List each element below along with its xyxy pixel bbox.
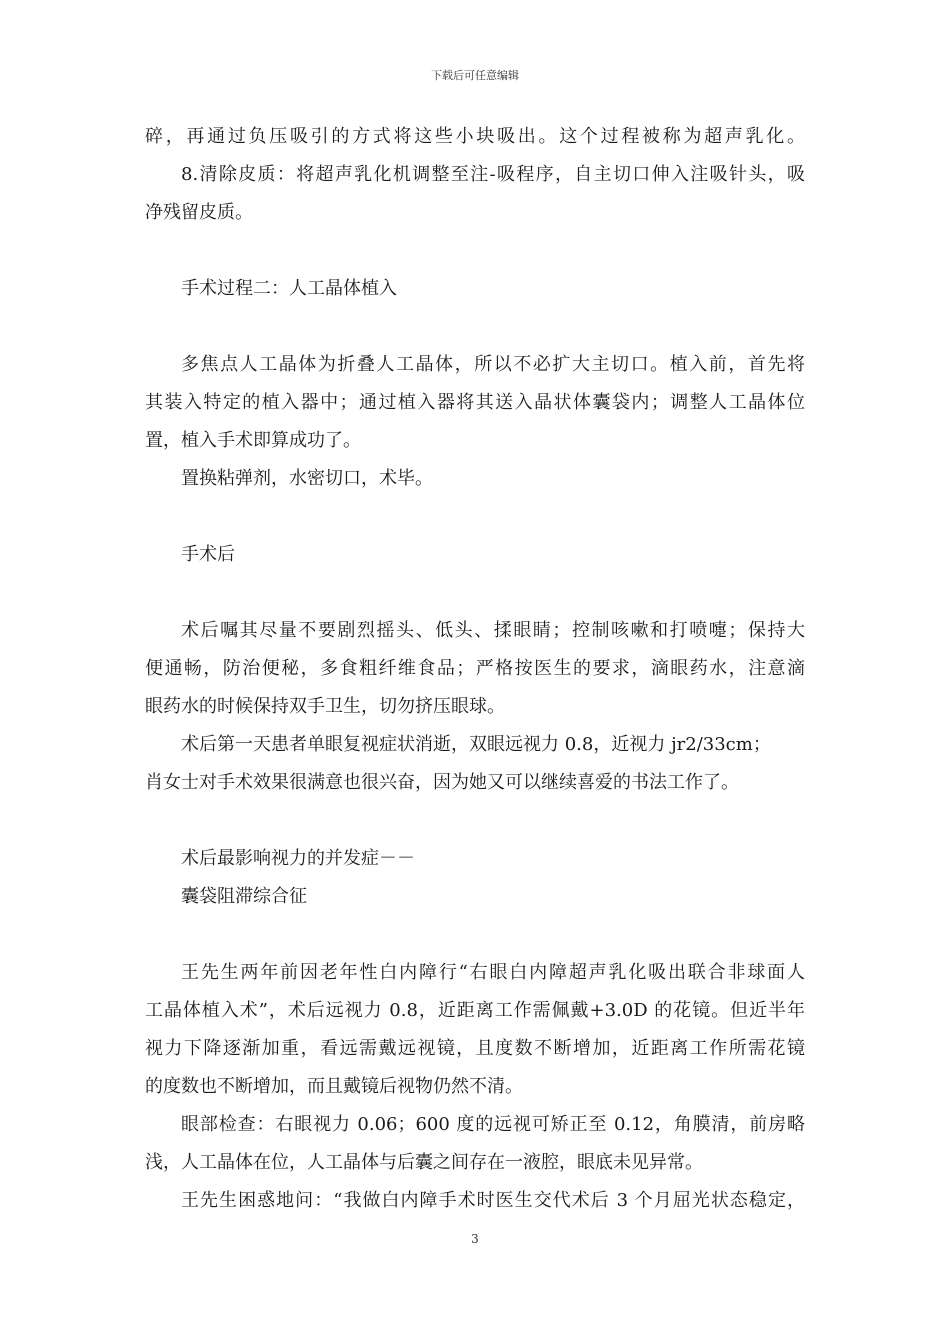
- section-heading: 手术后: [181, 544, 235, 565]
- document-body: [145, 118, 805, 1220]
- paragraph-line: 工晶体植入术”，术后远视力 0.8，近距离工作需佩戴+3.0D 的花镜。但近半年: [145, 1000, 805, 1021]
- paragraph-line: 视力下降逐渐加重，看远需戴远视镜，且度数不断增加，近距离工作所需花镜: [145, 1038, 805, 1059]
- paragraph-line: 多焦点人工晶体为折叠人工晶体，所以不必扩大主切口。植入前，首先将: [181, 354, 805, 375]
- section-heading: 术后最影响视力的并发症－－: [181, 848, 415, 869]
- page-number: 3: [471, 1232, 479, 1246]
- paragraph-line: 置换粘弹剂，水密切口，术毕。: [181, 468, 433, 489]
- paragraph-line: 王先生困惑地问：“我做白内障手术时医生交代术后 3 个月屈光状态稳定，: [181, 1190, 805, 1211]
- paragraph-line: 眼部检查：右眼视力 0.06；600 度的远视可矫正至 0.12，角膜清，前房略: [181, 1114, 805, 1135]
- paragraph-line: 王先生两年前因老年性白内障行“右眼白内障超声乳化吸出联合非球面人: [181, 962, 805, 983]
- paragraph-line: 8.清除皮质：将超声乳化机调整至注-吸程序，自主切口伸入注吸针头，吸: [181, 164, 805, 185]
- paragraph-line: 碎，再通过负压吸引的方式将这些小块吸出。这个过程被称为超声乳化。: [145, 126, 805, 147]
- paragraph-line: 术后嘱其尽量不要剧烈摇头、低头、揉眼睛；控制咳嗽和打喷嚏；保持大: [181, 620, 805, 641]
- paragraph-line: 便通畅，防治便秘，多食粗纤维食品；严格按医生的要求，滴眼药水，注意滴: [145, 658, 805, 679]
- paragraph-line: 术后第一天患者单眼复视症状消逝，双眼远视力 0.8，近视力 jr2/33cm；: [181, 734, 771, 755]
- page-header: 下载后可任意编辑: [431, 69, 519, 82]
- paragraph-line: 的度数也不断增加，而且戴镜后视物仍然不清。: [145, 1076, 523, 1097]
- paragraph-line: 肖女士对手术效果很满意也很兴奋，因为她又可以继续喜爱的书法工作了。: [145, 772, 739, 793]
- paragraph-line: 净残留皮质。: [145, 202, 253, 223]
- paragraph-line: 眼药水的时候保持双手卫生，切勿挤压眼球。: [145, 696, 505, 717]
- section-heading: 囊袋阻滞综合征: [181, 886, 307, 907]
- paragraph-line: 置，植入手术即算成功了。: [145, 430, 361, 451]
- paragraph-line: 其装入特定的植入器中；通过植入器将其送入晶状体囊袋内；调整人工晶体位: [145, 392, 805, 413]
- paragraph-line: 浅，人工晶体在位，人工晶体与后囊之间存在一液腔，眼底未见异常。: [145, 1152, 703, 1173]
- section-heading: 手术过程二：人工晶体植入: [181, 278, 397, 299]
